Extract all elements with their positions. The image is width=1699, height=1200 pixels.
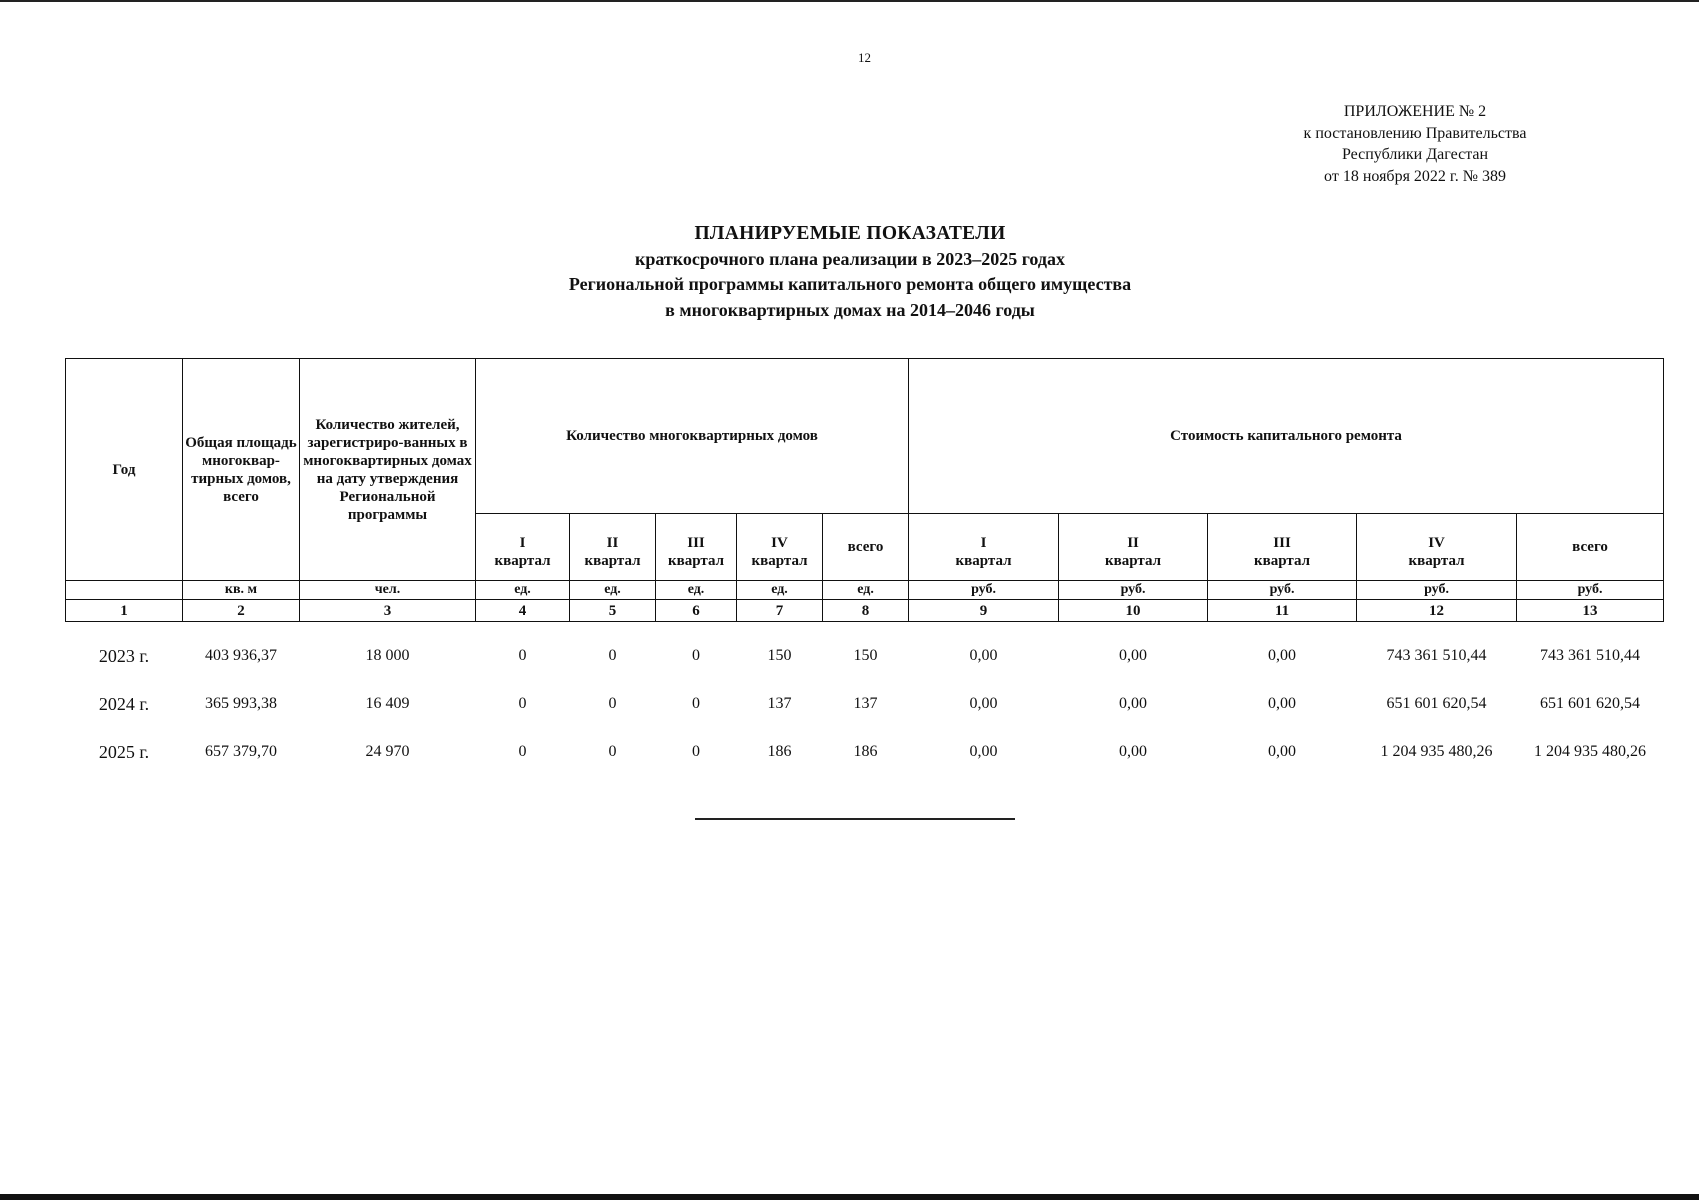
- cell-cost-q2: 0,00: [1119, 743, 1148, 760]
- cell-cost-total: 1 204 935 480,26: [1534, 743, 1647, 760]
- unit-cell: чел.: [300, 581, 476, 600]
- header-houses-group: Количество многоквартирных домов: [476, 359, 909, 514]
- cell-houses-q2: 0: [608, 743, 617, 760]
- table-row: [66, 680, 1664, 728]
- header-houses-total: всего: [823, 514, 909, 581]
- cell-houses-q1: 0: [518, 695, 527, 712]
- table-body: [66, 622, 1664, 777]
- closing-separator-line: [695, 818, 1015, 820]
- header-area: Общая площадь многоквар-тирных домов, всего: [183, 359, 300, 581]
- title-line-2: краткосрочного плана реализации в 2023–2025 годах: [634, 248, 1066, 269]
- appendix-line-2: к постановлению Правительства: [1303, 124, 1527, 142]
- unit-cell: руб.: [1357, 581, 1517, 600]
- header-houses-q1: I квартал: [476, 514, 570, 581]
- column-number: 12: [1357, 600, 1517, 622]
- cell-year: 2024 г.: [98, 693, 150, 714]
- cell-residents: 18 000: [365, 647, 410, 664]
- cell-cost-q4: 651 601 620,54: [1386, 695, 1487, 712]
- unit-cell-empty: [66, 581, 183, 600]
- cell-residents: 24 970: [365, 743, 410, 760]
- column-number: 10: [1059, 600, 1208, 622]
- unit-cell: руб.: [1208, 581, 1357, 600]
- cell-residents: 16 409: [365, 695, 410, 712]
- column-number: 6: [656, 600, 737, 622]
- cell-houses-q3: 0: [692, 743, 700, 760]
- cell-cost-q1: 0,00: [969, 647, 998, 664]
- appendix-line-1: ПРИЛОЖЕНИЕ № 2: [1343, 103, 1487, 120]
- title-line-4: в многоквартирных домах на 2014–2046 годы: [665, 299, 1035, 320]
- table-row: [66, 728, 1664, 776]
- column-number: 7: [737, 600, 823, 622]
- header-residents: Количество жителей, зарегистриро-ванных в многоквартирных домах на дату утверждения Региональной программы: [300, 359, 476, 581]
- column-numbers-row: [66, 600, 1664, 622]
- indicators-table: [65, 358, 1664, 776]
- cell-area: 657 379,70: [205, 743, 277, 760]
- cell-cost-total: 743 361 510,44: [1540, 647, 1641, 664]
- header-cost-q2: II квартал: [1059, 514, 1208, 581]
- cell-year: 2025 г.: [98, 741, 150, 762]
- cell-houses-q3: 0: [692, 647, 700, 664]
- cell-houses-q2: 0: [608, 695, 617, 712]
- unit-cell: руб.: [1059, 581, 1208, 600]
- header-houses-q4: IV квартал: [737, 514, 823, 581]
- column-number: 8: [823, 600, 909, 622]
- cell-area: 403 936,37: [205, 647, 277, 664]
- header-cost-q4: IV квартал: [1357, 514, 1517, 581]
- header-cost-group: Стоимость капитального ремонта: [909, 359, 1664, 514]
- unit-cell: кв. м: [183, 581, 300, 600]
- unit-cell: руб.: [909, 581, 1059, 600]
- cell-houses-total: 150: [853, 647, 878, 664]
- appendix-line-4: от 18 ноября 2022 г. № 389: [1324, 167, 1506, 185]
- appendix-block: [1290, 101, 1540, 187]
- cell-houses-q1: 0: [518, 743, 527, 760]
- header-cost-total: всего: [1517, 514, 1664, 581]
- units-row: [66, 581, 1664, 600]
- cell-houses-q4: 186: [767, 743, 792, 760]
- unit-cell: руб.: [1517, 581, 1664, 600]
- column-number: 4: [476, 600, 570, 622]
- column-number: 2: [183, 600, 300, 622]
- table-row: [66, 622, 1664, 681]
- unit-cell: ед.: [823, 581, 909, 600]
- document-title: [400, 221, 1300, 323]
- column-number: 5: [570, 600, 656, 622]
- title-line-3: Региональной программы капитального ремонта общего имущества: [568, 274, 1132, 294]
- cell-area: 365 993,38: [205, 695, 277, 712]
- title-line-1: ПЛАНИРУЕМЫЕ ПОКАЗАТЕЛИ: [694, 223, 1006, 244]
- cell-cost-total: 651 601 620,54: [1540, 695, 1641, 712]
- cell-cost-q1: 0,00: [969, 695, 998, 712]
- cell-cost-q3: 0,00: [1268, 695, 1297, 712]
- unit-cell: ед.: [737, 581, 823, 600]
- header-cost-q1: I квартал: [909, 514, 1059, 581]
- header-year: Год: [66, 359, 183, 581]
- unit-cell: ед.: [476, 581, 570, 600]
- cell-houses-total: 186: [853, 743, 878, 760]
- cell-year: 2023 г.: [98, 645, 150, 666]
- cell-houses-q3: 0: [692, 695, 700, 712]
- cell-cost-q4: 1 204 935 480,26: [1380, 743, 1493, 760]
- cell-cost-q2: 0,00: [1119, 695, 1148, 712]
- cell-cost-q2: 0,00: [1119, 647, 1148, 664]
- column-number: 11: [1208, 600, 1357, 622]
- column-number: 9: [909, 600, 1059, 622]
- header-houses-q3: III квартал: [656, 514, 737, 581]
- cell-houses-total: 137: [853, 695, 878, 712]
- page-top-edge: [0, 0, 1699, 2]
- cell-cost-q3: 0,00: [1268, 743, 1297, 760]
- unit-cell: ед.: [570, 581, 656, 600]
- unit-cell: ед.: [656, 581, 737, 600]
- header-houses-q2: II квартал: [570, 514, 656, 581]
- header-cost-q3: III квартал: [1208, 514, 1357, 581]
- cell-houses-q1: 0: [518, 647, 527, 664]
- column-number: 3: [300, 600, 476, 622]
- cell-cost-q4: 743 361 510,44: [1386, 647, 1487, 664]
- cell-cost-q3: 0,00: [1268, 647, 1297, 664]
- column-number: 1: [66, 600, 183, 622]
- column-number: 13: [1517, 600, 1664, 622]
- page-bottom-edge: [0, 1194, 1699, 1200]
- cell-houses-q4: 150: [767, 647, 792, 664]
- cell-houses-q4: 137: [767, 695, 792, 712]
- cell-houses-q2: 0: [608, 647, 617, 664]
- page-number: 12: [858, 50, 871, 65]
- cell-cost-q1: 0,00: [969, 743, 998, 760]
- appendix-line-3: Республики Дагестан: [1341, 146, 1489, 163]
